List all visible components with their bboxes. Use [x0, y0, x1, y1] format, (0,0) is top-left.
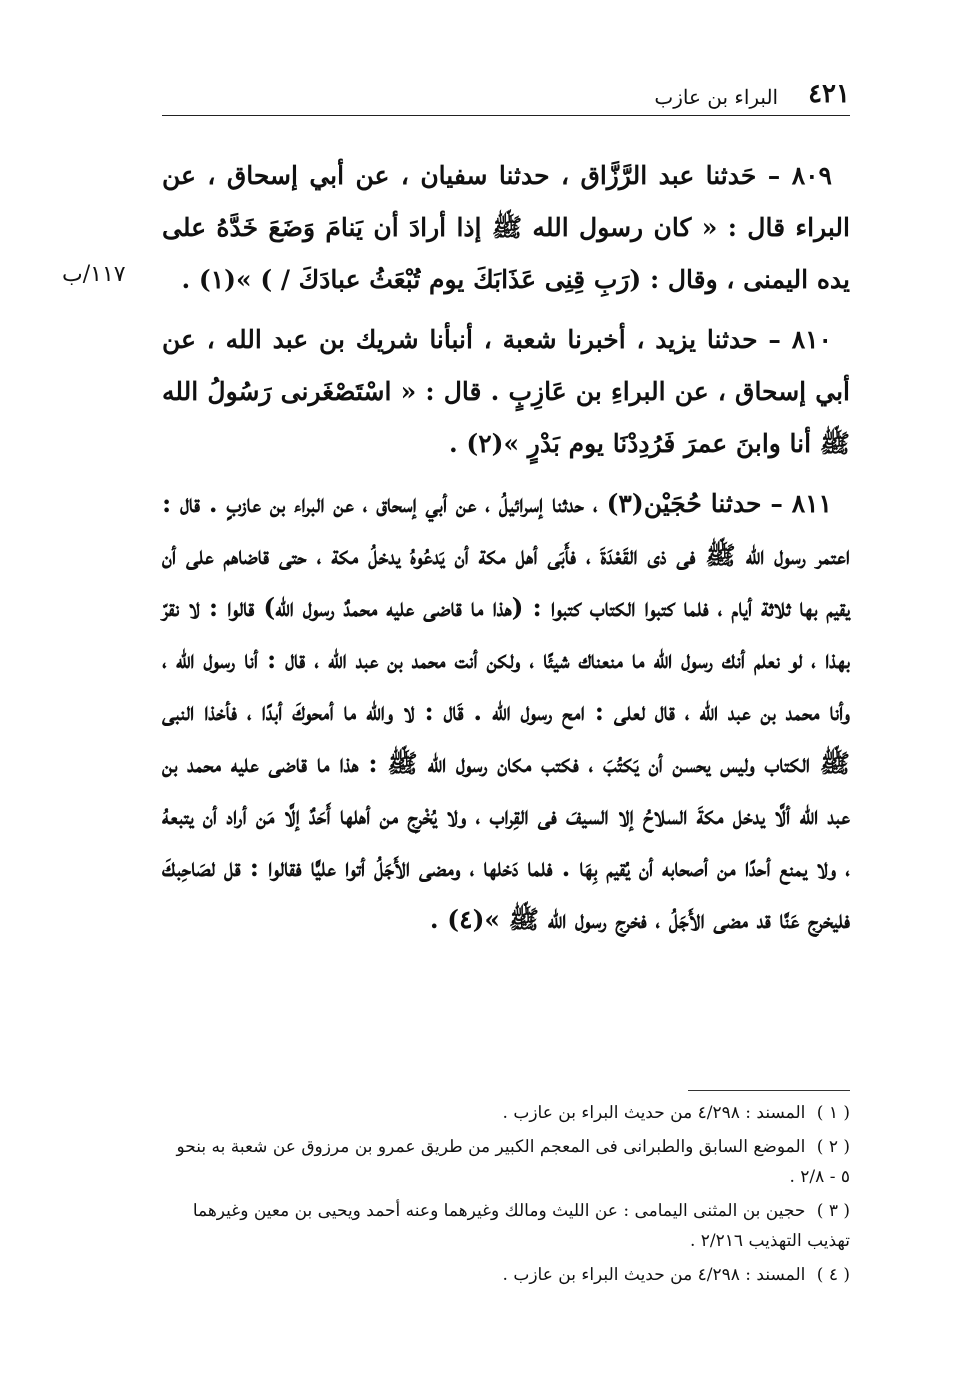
- hadith-809: ٨٠٩ – حَدثنا عبد الرَّزَّاق ، حدثنا سفيان ، عن أبي إسحاق ، عن البراء قال : « كان رسول الله ﷺ إذا أرادَ أن يَنامَ وَضَعَ خَدَّهُ على يده اليمنى ، وقال : (رَبِ قِنِى عَذَابَكَ يوم تُبْعَثُ عبادَكَ / ) »(١) .: [162, 161, 850, 294]
- running-header: [162, 76, 850, 116]
- hadith-text: حدثنا حُجَيْن(٣) ، حدثنا إسرائيلُ ، عن أبي إسحاق ، عن البراء بن عازبٍ . قال : اعتمر رسول الله ﷺ فى ذى القَعْدَةَ ، فأَبَى أهل مكة أن يَدعُوهُ يدخلُ مكة ، حتى قاضاهم على أن يقيم بها ثلاثة أيام ، فلما كتبوا الكتاب كتبوا : (هذا ما قاضى عليه محمدٌ رسول الله) قالوا : لا نقرّ بهذا ، لو نعلم أنك رسول الله ما منعناك شيئًا ، ولكن أنت محمد بن عبد الله ، قال : أنا رسول الله ، وأنا محمد بن عبد الله ، قال لعلى : امح رسول الله . قَال : لا والله ما أمحوكَ أبدًا ، فأخذا النبى ﷺ الكتاب وليس يحسن أن يَكتُبَ ، فكتب مكان رسول الله ﷺ : هذا ما قاضى عليه محمد بن عبد الله ألَّا يدخل مكةَ السلاحُ إلا السيفَ فى القِراب ، ولا يُخْرِج من أهلها أَحَدٌ إلَّا مَن أراد أن يتبعهُ ، ولا يمنع أحدًا من أصحابه أن يُقيم بِهَا . فلما دَخلها ، ومضى الأَجَلُ أتوا عليًّا فقالوا : قل لصَاحِبكَ فليخرج عَنَّا قد مضى الأَجَلُ ، فخرج رسول الله ﷺ »(٤) .: [162, 489, 850, 934]
- hadith-text: حدثنا يزيد ، أخبرنا شعبة ، أنبأنا شريك بن عبد الله ، عن أبي إسحاق ، عن البراءِ بن عَازِبٍ . قال : « اسْتَصْغَرنى رَسُولُ الله ﷺ أنا وابنَ عمرَ فَرُدِدْنَا يوم بَدْرٍ »(٢) .: [162, 325, 850, 458]
- footnote-divider: [688, 1090, 850, 1091]
- main-text: [162, 150, 850, 954]
- page-number: ٤٢١: [808, 79, 850, 109]
- footnote-3: [162, 1196, 850, 1256]
- margin-folio-note: ١١٧/ب: [62, 262, 126, 287]
- footnote-4: [162, 1260, 850, 1290]
- hadith-810: ٨١٠ – حدثنا يزيد ، أخبرنا شعبة ، أنبأنا شريك بن عبد الله ، عن أبي إسحاق ، عن البراءِ بن عَازِبٍ . قال : « اسْتَصْغَرنى رَسُولُ الله ﷺ أنا وابنَ عمرَ فَرُدِدْنَا يوم بَدْرٍ »(٢) .: [162, 325, 850, 458]
- footnotes: [162, 1098, 850, 1294]
- hadith-number: ٨١١: [791, 489, 832, 518]
- footnote-marker: ( ٣ ): [816, 1201, 850, 1221]
- footnote-text: حجين بن المثنى اليمامى : عن الليث ومالك وغيرهما وعنه أحمد ويحيى بن معين وغيرهما تهذيب التهذيب ٢/٢١٦ .: [192, 1201, 850, 1251]
- hadith-811: ٨١١ – حدثنا حُجَيْن(٣) ، حدثنا إسرائيلُ ، عن أبي إسحاق ، عن البراء بن عازبٍ . قال : اعتمر رسول الله ﷺ فى ذى القَعْدَةَ ، فأَبَى أهل مكة أن يَدعُوهُ يدخلُ مكة ، حتى قاضاهم على أن يقيم بها ثلاثة أيام ، فلما كتبوا الكتاب كتبوا : (هذا ما قاضى عليه محمدٌ رسول الله) قالوا : لا نقرّ بهذا ، لو نعلم أنك رسول الله ما منعناك شيئًا ، ولكن أنت محمد بن عبد الله ، قال : أنا رسول الله ، وأنا محمد بن عبد الله ، قال لعلى : امح رسول الله . قَال : لا والله ما أمحوكَ أبدًا ، فأخذا النبى ﷺ الكتاب وليس يحسن أن يَكتُبَ ، فكتب مكان رسول الله ﷺ : هذا ما قاضى عليه محمد بن عبد الله ألَّا يدخل مكةَ السلاحُ إلا السيفَ فى القِراب ، ولا يُخْرِج من أهلها أَحَدٌ إلَّا مَن أراد أن يتبعهُ ، ولا يمنع أحدًا من أصحابه أن يُقيم بِهَا . فلما دَخلها ، ومضى الأَجَلُ أتوا عليًّا فقالوا : قل لصَاحِبكَ فليخرج عَنَّا قد مضى الأَجَلُ ، فخرج رسول الله ﷺ »(٤) .: [162, 489, 850, 934]
- footnote-text: الموضع السابق والطبرانى فى المعجم الكبير من طريق عمرو بن مرزوق عن شعبة به بنحو ٥ - ٢/٨ .: [176, 1137, 850, 1187]
- hadith-number: ٨٠٩: [791, 161, 832, 190]
- running-title: البراء بن عازب: [654, 85, 779, 109]
- footnote-marker: ( ١ ): [816, 1103, 850, 1123]
- hadith-text: حَدثنا عبد الرَّزَّاق ، حدثنا سفيان ، عن أبي إسحاق ، عن البراء قال : « كان رسول الله ﷺ إذا أرادَ أن يَنامَ وَضَعَ خَدَّهُ على يده اليمنى ، وقال : (رَبِ قِنِى عَذَابَكَ يوم تُبْعَثُ عبادَكَ / ) »(١) .: [162, 161, 850, 294]
- footnote-2: [162, 1132, 850, 1192]
- footnote-text: المسند : ٤/٢٩٨ من حديث البراء بن عازب .: [502, 1103, 806, 1123]
- footnote-marker: ( ٢ ): [816, 1137, 850, 1157]
- footnote-1: [162, 1098, 850, 1128]
- hadith-number: ٨١٠: [791, 325, 832, 354]
- footnote-marker: ( ٤ ): [816, 1265, 850, 1285]
- footnote-text: المسند : ٤/٢٩٨ من حديث البراء بن عازب .: [502, 1265, 806, 1285]
